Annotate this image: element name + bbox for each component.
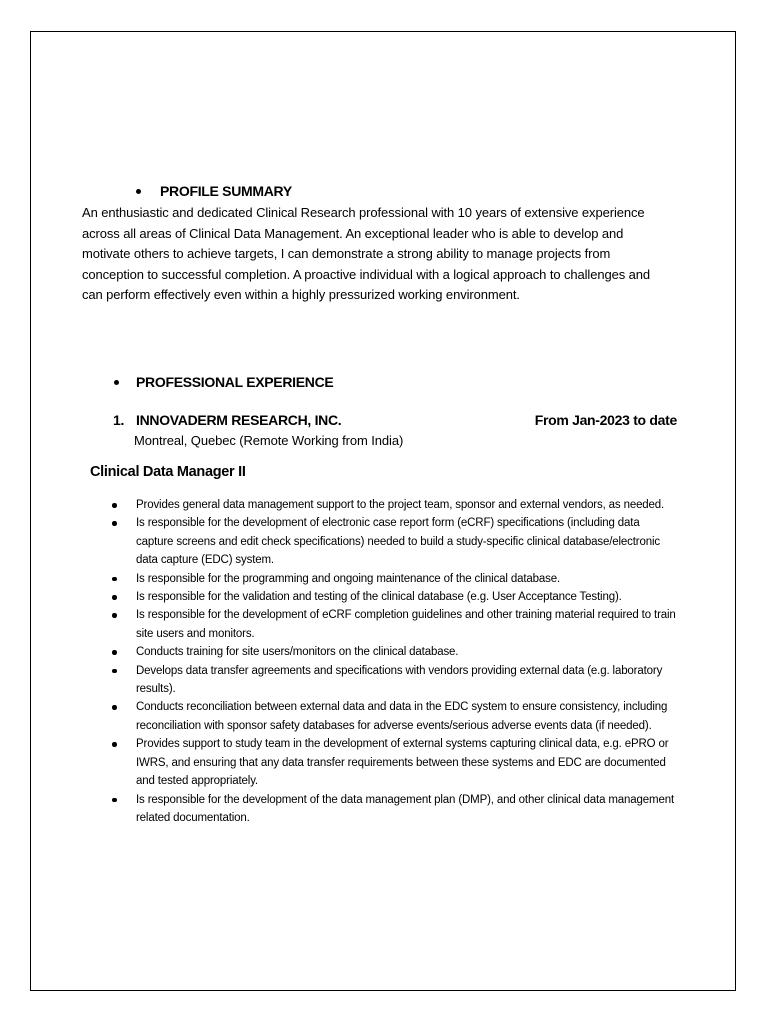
- bullet-icon: [112, 577, 117, 582]
- duty-text: Provides support to study team in the development of external systems capturing clinical data, e.g. ePRO or IWRS, and ensuring that any data transfer requirements between these systems and EDC are documented and tested appropriately.: [136, 738, 669, 788]
- job-title: Clinical Data Manager II: [90, 464, 246, 480]
- list-item: [136, 606, 676, 643]
- list-item: [136, 496, 676, 514]
- list-item: [136, 662, 676, 699]
- company-name: INNOVADERM RESEARCH, INC.: [136, 412, 342, 428]
- list-item: [136, 643, 676, 661]
- bullet-icon: [112, 613, 117, 618]
- profile-summary-text: An enthusiastic and dedicated Clinical Research professional with 10 years of extensive experience across all areas of Clinical Data Management. An exceptional leader who is able to develop and motivate others to achieve targets, I can demonstrate a strong ability to manage projects from conception to successful completion. A proactive individual with a logical approach to challenges and can perform effectively even within a highly pressurized working environment.: [82, 205, 651, 302]
- duties-list: [136, 496, 676, 827]
- duty-text: Is responsible for the validation and testing of the clinical database (e.g. User Acceptance Testing).: [136, 591, 622, 604]
- list-item: [136, 570, 676, 588]
- list-item: [136, 735, 676, 790]
- list-item: [136, 791, 676, 828]
- bullet-icon: [112, 798, 117, 803]
- bullet-icon: [112, 669, 117, 674]
- professional-experience-bullet: [114, 380, 119, 385]
- bullet-icon: [112, 503, 117, 508]
- bullet-icon: [112, 521, 117, 526]
- bullet-icon: [112, 650, 117, 655]
- job-number: 1.: [113, 412, 125, 428]
- duty-text: Provides general data management support to the project team, sponsor and external vendors, as needed.: [136, 499, 665, 511]
- duty-text: Conducts training for site users/monitors on the clinical database.: [136, 646, 459, 659]
- profile-summary-heading: PROFILE SUMMARY: [160, 183, 292, 199]
- bullet-icon: [112, 595, 117, 600]
- list-item: [136, 698, 676, 735]
- duty-text: Is responsible for the programming and ongoing maintenance of the clinical database.: [136, 572, 561, 585]
- duty-text: Is responsible for the development of the data management plan (DMP), and other clinical data management related documentation.: [136, 793, 674, 824]
- duty-text: Is responsible for the development of electronic case report form (eCRF) specifications (including data capture screens and edit check specifications) needed to build a study-specific clinical database/electronic data capture (EDC) system.: [136, 517, 660, 567]
- duty-text: Conducts reconciliation between external data and data in the EDC system to ensure consistency, including reconciliation with sponsor safety databases for adverse events/serious adverse events data (if needed).: [136, 701, 668, 732]
- list-item: [136, 588, 676, 606]
- list-item: [136, 514, 676, 569]
- duty-text: Is responsible for the development of eCRF completion guidelines and other training material required to train site users and monitors.: [136, 609, 676, 640]
- job-dates: From Jan-2023 to date: [534, 412, 677, 428]
- job-location: Montreal, Quebec (Remote Working from India): [134, 433, 404, 448]
- duty-text: Develops data transfer agreements and specifications with vendors providing external data (e.g. laboratory results).: [136, 664, 663, 696]
- professional-experience-heading: PROFESSIONAL EXPERIENCE: [136, 374, 334, 390]
- bullet-icon: [112, 742, 117, 747]
- bullet-icon: [112, 705, 117, 710]
- profile-summary-bullet: [136, 189, 141, 194]
